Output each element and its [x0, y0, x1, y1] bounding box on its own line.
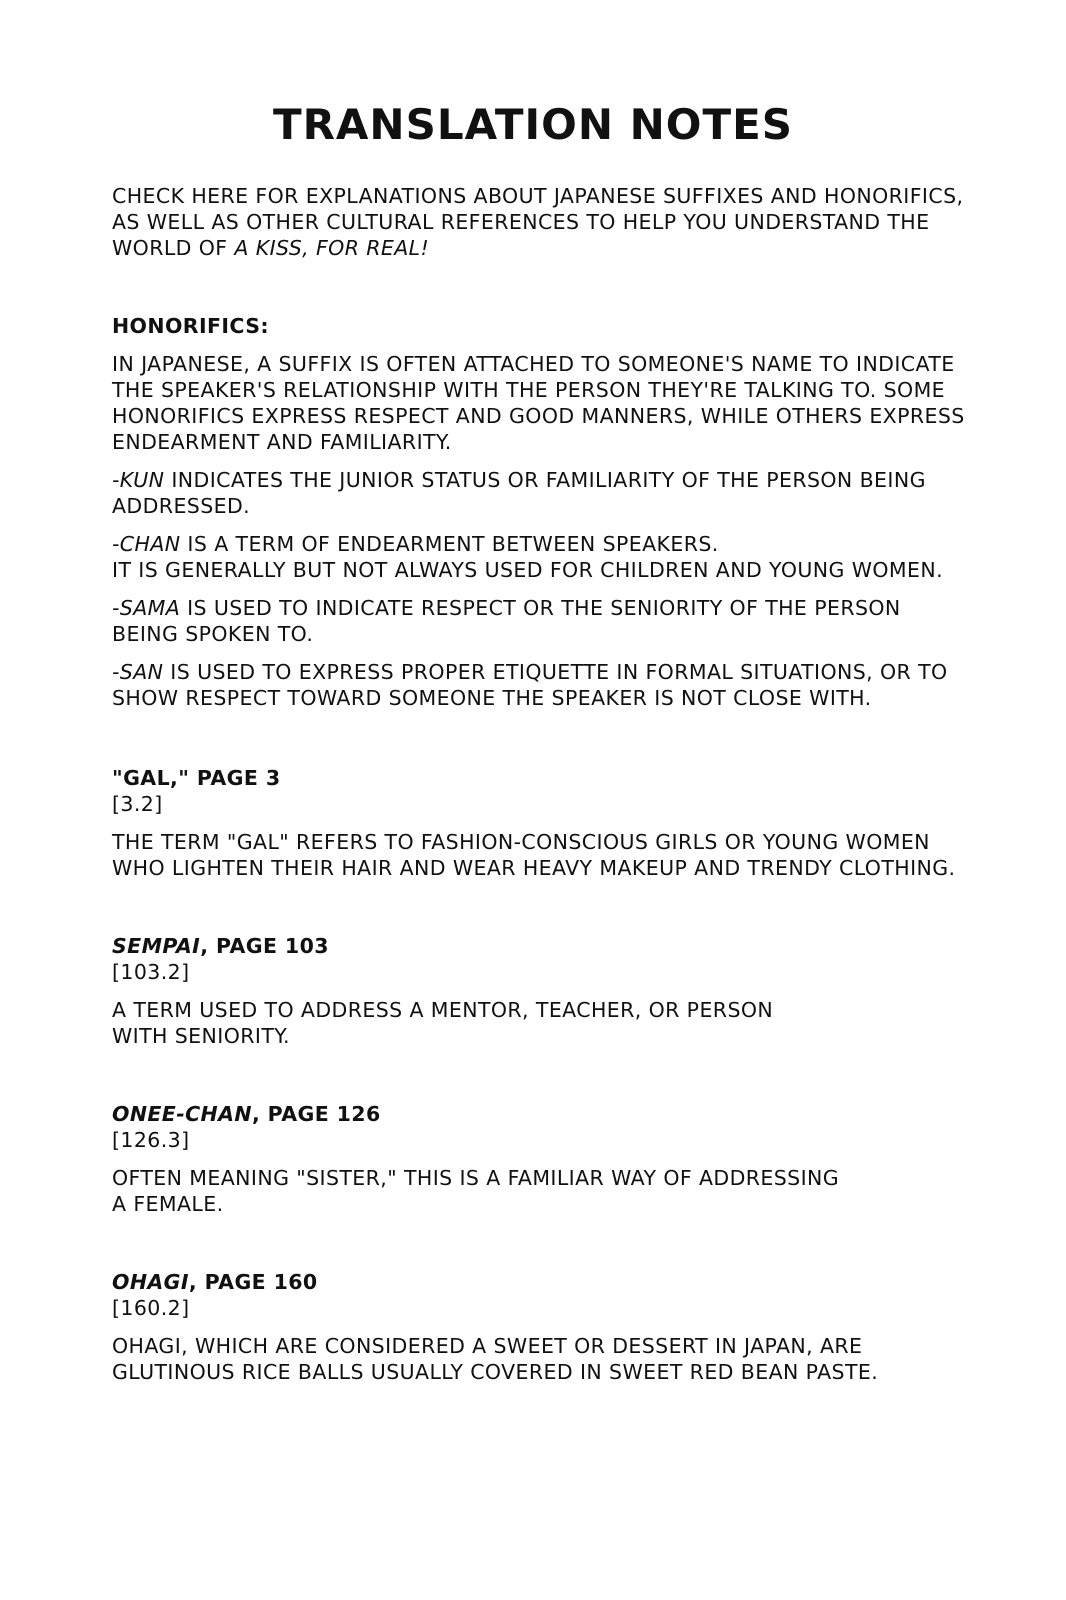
- honorific-chan: [112, 531, 972, 583]
- note-term: SEMPAI: [112, 934, 201, 958]
- note-term: "GAL,": [112, 766, 190, 790]
- honorific-text: IS USED TO INDICATE RESPECT OR THE SENIORITY OF THE PERSON BEING SPOKEN TO.: [112, 596, 901, 646]
- note-entry-onee-chan: [112, 1101, 972, 1217]
- note-text: [112, 997, 972, 1049]
- section-spacer: [112, 723, 972, 765]
- note-term: OHAGI: [112, 1270, 189, 1294]
- note-title: [112, 1101, 972, 1127]
- note-page: , PAGE 103: [200, 934, 329, 958]
- note-ref: [126.3]: [112, 1128, 190, 1152]
- honorific-kun: [112, 467, 972, 519]
- honorific-term: -SAMA: [112, 596, 181, 620]
- honorifics-heading: HONORIFICS:: [112, 314, 269, 338]
- note-page: , PAGE 160: [188, 1270, 318, 1294]
- honorific-text: IS A TERM OF ENDEARMENT BETWEEN SPEAKERS.: [180, 532, 719, 556]
- note-entry-sempai: [112, 933, 972, 1049]
- honorific-term: -KUN: [112, 468, 165, 492]
- note-page: PAGE 3: [189, 766, 281, 790]
- honorifics-description: IN JAPANESE, A SUFFIX IS OFTEN ATTACHED TO SOMEONE'S NAME TO INDICATE THE SPEAKER'S RELATIONSHIP WITH THE PERSON THEY'RE TALKING TO. SOME HONORIFICS EXPRESS RESPECT AND GOOD MANNERS, WHILE OTHERS EXPRESS ENDEARMENT AND FAMILIARITY.: [112, 352, 965, 454]
- honorific-text: IS USED TO EXPRESS PROPER ETIQUETTE IN FORMAL SITUATIONS, OR TO SHOW RESPECT TOWARD SOMEONE THE SPEAKER IS NOT CLOSE WITH.: [112, 660, 948, 710]
- note-ref: [103.2]: [112, 960, 190, 984]
- intro-text: CHECK HERE FOR EXPLANATIONS ABOUT JAPANESE SUFFIXES AND HONORIFICS, AS WELL AS OTHER CULTURAL REFERENCES TO HELP YOU UNDERSTAND THE WORLD OF: [112, 184, 964, 260]
- honorific-sama: [112, 595, 972, 647]
- note-text: [112, 1165, 972, 1217]
- page-title: TRANSLATION NOTES: [272, 100, 794, 149]
- honorific-term: -SAN: [112, 660, 164, 684]
- note-entry-ohagi: [112, 1269, 972, 1385]
- note-entry-gal: [112, 765, 972, 881]
- note-text-line1: A TERM USED TO ADDRESS A MENTOR, TEACHER, OR PERSON: [112, 998, 774, 1022]
- honorific-term: -CHAN: [112, 532, 181, 556]
- notes-content: [112, 183, 972, 1437]
- note-text-line1: OFTEN MEANING "SISTER," THIS IS A FAMILIAR WAY OF ADDRESSING: [112, 1166, 840, 1190]
- note-title: [112, 765, 972, 791]
- note-page: , PAGE 126: [251, 1102, 381, 1126]
- intro-book-title: A KISS, FOR REAL!: [234, 236, 430, 260]
- intro-paragraph: [112, 183, 972, 261]
- note-term: ONEE-CHAN: [112, 1102, 252, 1126]
- note-text: OHAGI, WHICH ARE CONSIDERED A SWEET OR DESSERT IN JAPAN, ARE GLUTINOUS RICE BALLS USUALLY COVERED IN SWEET RED BEAN PASTE.: [112, 1334, 879, 1384]
- honorific-san: [112, 659, 972, 711]
- note-ref: [160.2]: [112, 1296, 190, 1320]
- note-text-line2: WITH SENIORITY.: [112, 1024, 290, 1048]
- honorific-text: INDICATES THE JUNIOR STATUS OR FAMILIARITY OF THE PERSON BEING ADDRESSED.: [112, 468, 926, 518]
- note-text-line2: A FEMALE.: [112, 1192, 224, 1216]
- note-title: [112, 1269, 972, 1295]
- note-title: [112, 933, 972, 959]
- note-ref: [3.2]: [112, 792, 163, 816]
- note-text: THE TERM "GAL" REFERS TO FASHION-CONSCIOUS GIRLS OR YOUNG WOMEN WHO LIGHTEN THEIR HAIR AND WEAR HEAVY MAKEUP AND TRENDY CLOTHING.: [112, 830, 956, 880]
- honorific-text-line2: IT IS GENERALLY BUT NOT ALWAYS USED FOR CHILDREN AND YOUNG WOMEN.: [112, 558, 944, 582]
